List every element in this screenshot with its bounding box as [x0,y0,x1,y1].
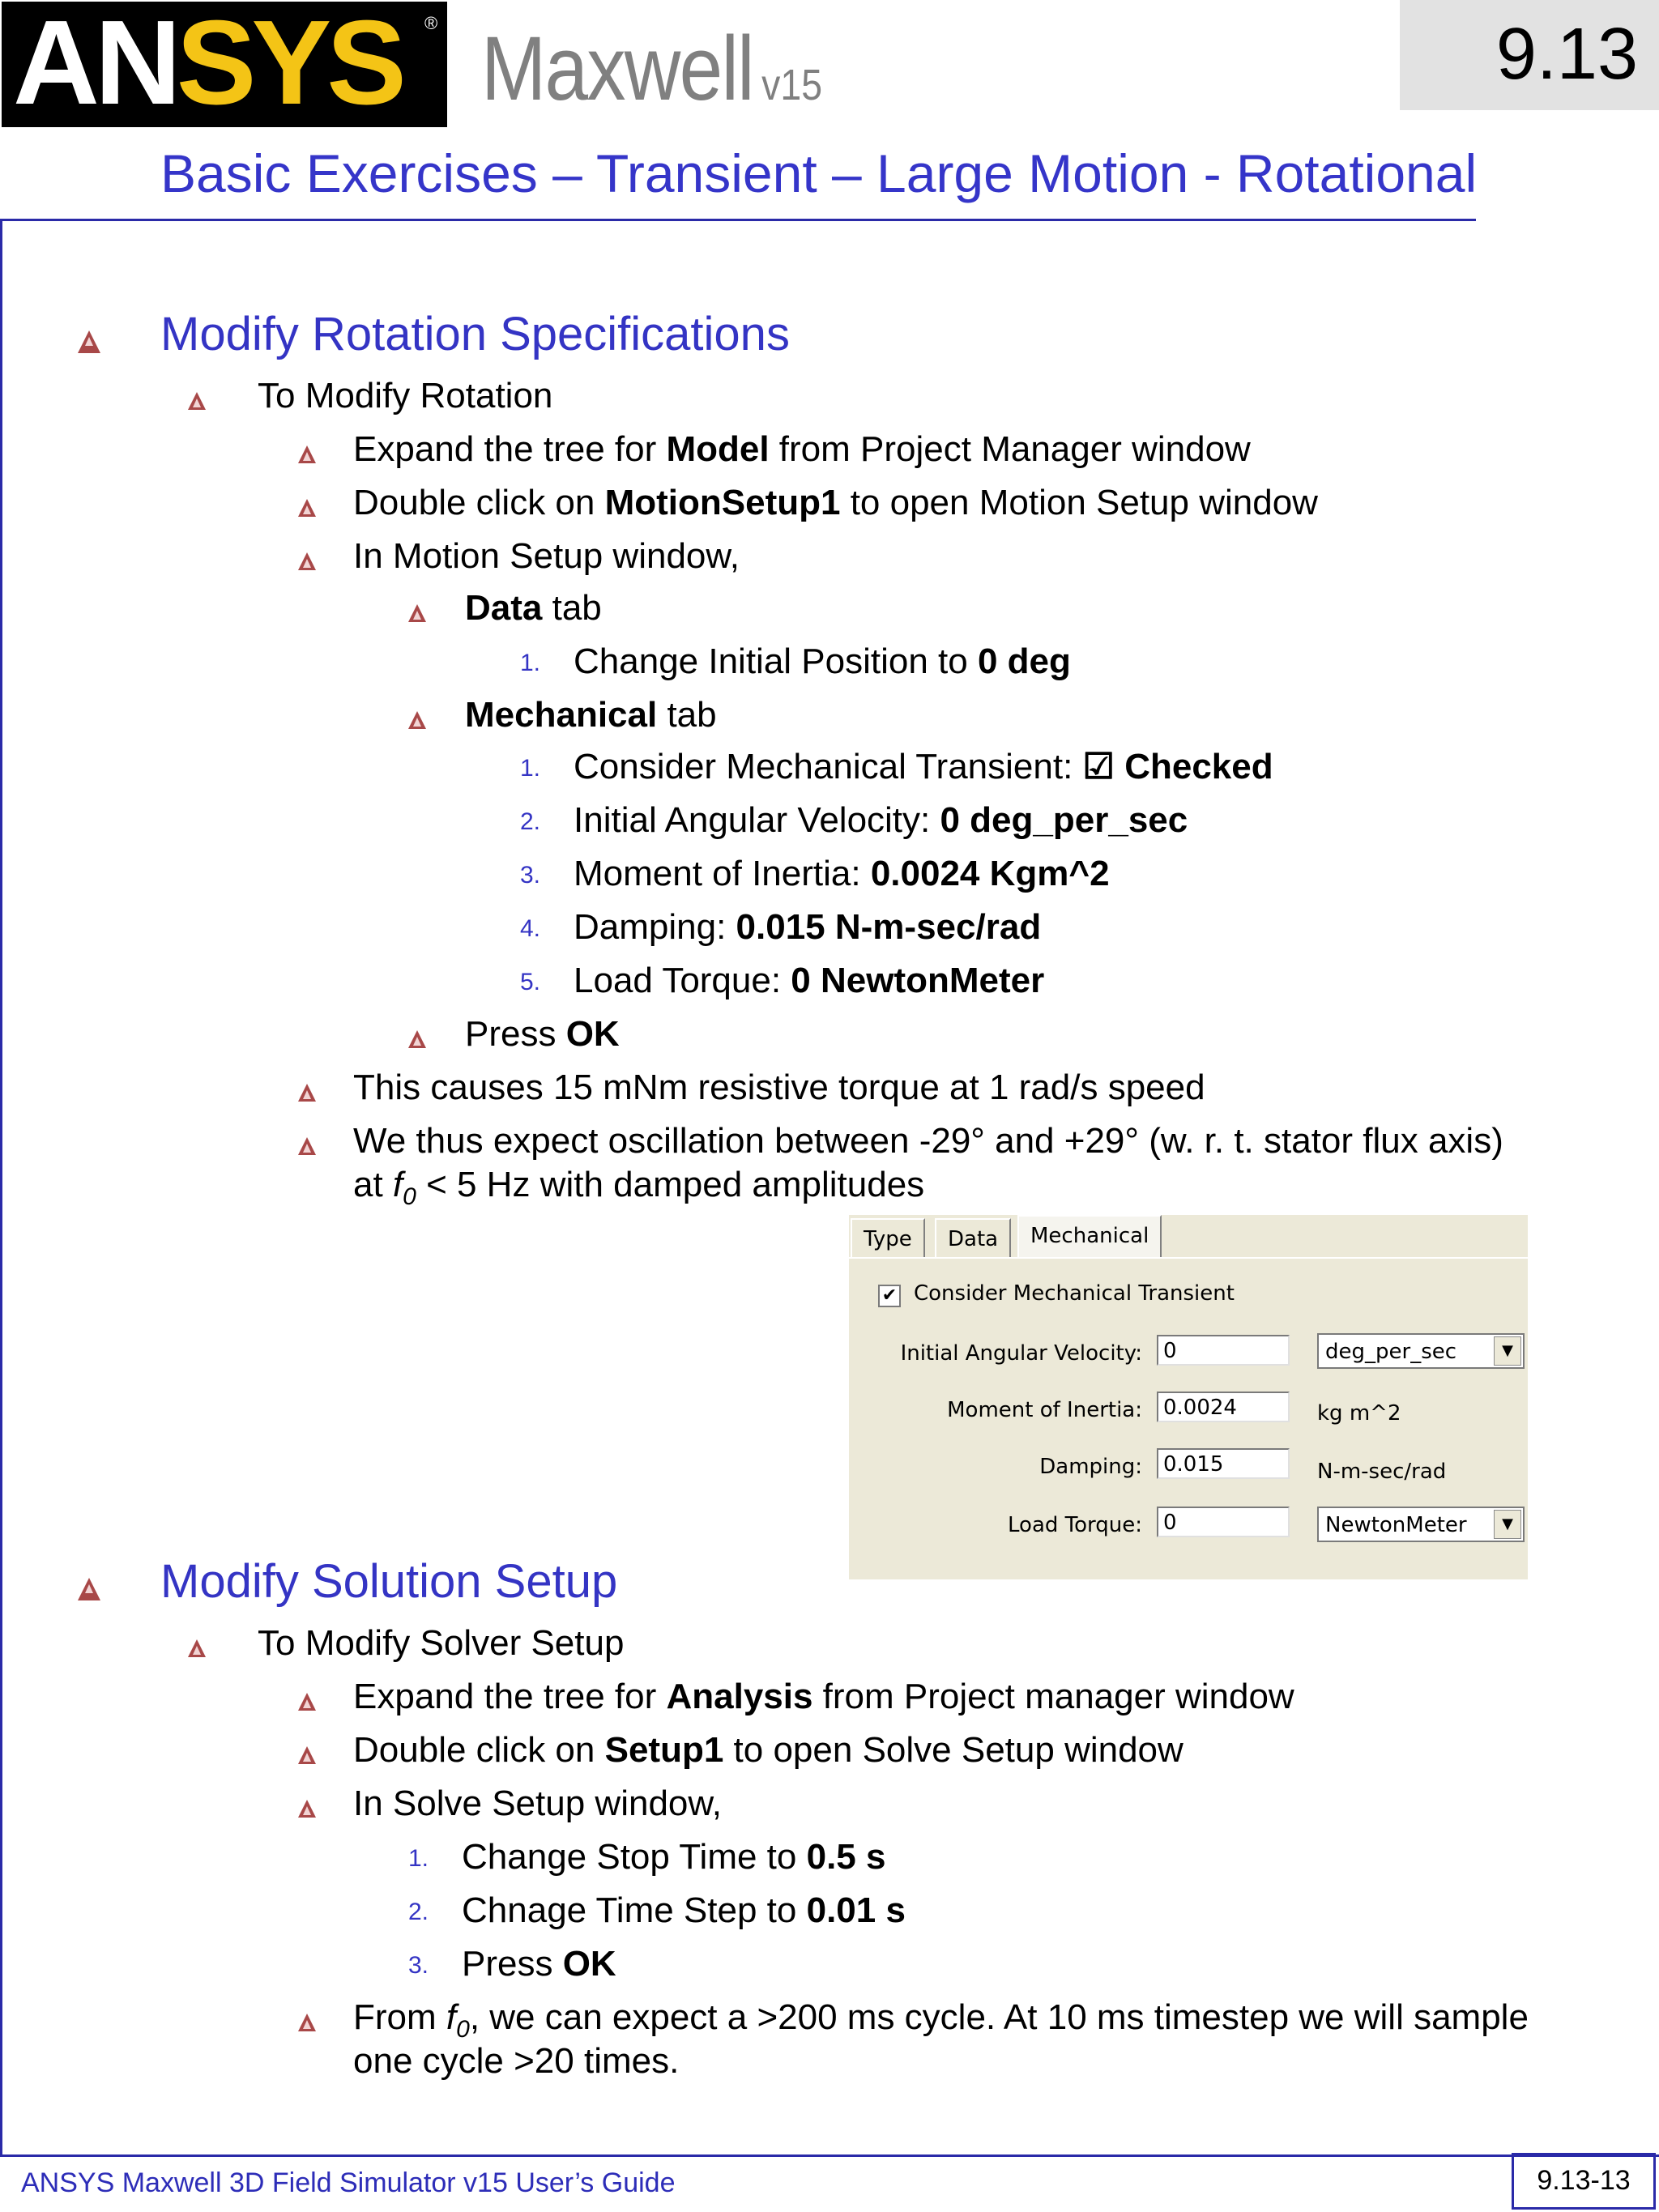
mech-item-4: 4. Damping: 0.015 N-m-sec/rad [520,907,1042,947]
bullet-icon [298,1137,316,1155]
load-torque-label: Load Torque: [1008,1513,1142,1537]
subheading-modify-solver: To Modify Solver Setup [258,1623,625,1663]
bullet-icon [298,499,316,517]
registered-mark: ® [424,13,438,33]
chevron-down-icon[interactable]: ▼ [1494,1336,1521,1366]
product-version: v15 [761,61,823,109]
angular-velocity-input[interactable]: 0 [1157,1335,1290,1366]
data-tab-item: Data tab [465,588,602,628]
bullet-icon [298,1800,316,1818]
subheading-modify-rotation: To Modify Rotation [258,376,553,416]
slide-title: Basic Exercises – Transient – Large Motion - Rotational [160,143,1478,203]
chapter-number: 9.13 [1495,14,1638,95]
angular-velocity-unit-select[interactable]: deg_per_sec ▼ [1317,1333,1525,1369]
inertia-input[interactable]: 0.0024 [1157,1392,1290,1422]
title-divider [0,219,1476,221]
solve-item-2: 2. Chnage Time Step to 0.01 s [408,1890,906,1930]
step-in-motion-setup: In Motion Setup window, [353,536,740,576]
bullet-icon [298,1084,316,1102]
bullet-icon [298,1693,316,1711]
bullet-icon [298,552,316,570]
tab-type[interactable]: Type [851,1218,925,1259]
consider-transient-checkbox[interactable]: ✔ [878,1285,901,1307]
bullet-icon [188,392,206,410]
inertia-unit: kg m^2 [1317,1401,1401,1426]
mech-item-5: 5. Load Torque: 0 NewtonMeter [520,961,1045,1000]
motion-setup-dialog [849,1215,1528,1579]
bullet-icon [78,1578,100,1600]
solve-item-3: 3. Press OK [408,1944,616,1984]
damping-input[interactable]: 0.015 [1157,1448,1290,1479]
note-cycle-line2: one cycle >20 times. [353,2041,680,2081]
bullet-icon [298,445,316,463]
chapter-badge [1400,0,1659,110]
bullet-icon [298,2014,316,2031]
mech-item-3: 3. Moment of Inertia: 0.0024 Kgm^2 [520,854,1110,893]
step-expand-model: Expand the tree for Model from Project Manager window [353,429,1251,469]
tab-mechanical[interactable]: Mechanical [1017,1215,1162,1259]
bullet-icon [408,711,426,729]
data-item-1: 1. Change Initial Position to 0 deg [520,641,1071,681]
left-border [0,219,2,2154]
mech-item-1: 1. Consider Mechanical Transient: ☑ Checked [520,747,1273,786]
tab-data[interactable]: Data [935,1218,1011,1259]
bullet-icon [408,604,426,622]
load-torque-unit-select[interactable]: NewtonMeter ▼ [1317,1507,1525,1542]
note-oscillation-line2: at $f_0 < 5$ Hz with damped amplitudes [353,1165,925,1210]
mechanical-tab-item: Mechanical tab [465,695,717,735]
bullet-icon [408,1030,426,1048]
solve-item-1: 1. Change Stop Time to 0.5 s [408,1837,886,1877]
note-cycle-line1: From $f_0$, we can expect a >200 ms cycle. At 10 ms timestep we will sample [353,1997,1529,2043]
section-heading-rotation: Modify Rotation Specifications [160,308,790,360]
bullet-icon [298,1746,316,1764]
section-heading-solution: Modify Solution Setup [160,1555,618,1608]
step-open-motion-setup: Double click on MotionSetup1 to open Motion Setup window [353,483,1318,522]
damping-label: Damping: [1039,1455,1142,1479]
footer-guide-title: ANSYS Maxwell 3D Field Simulator v15 User’s Guide [21,2167,676,2198]
press-ok-item: Press OK [465,1014,620,1054]
load-torque-input[interactable]: 0 [1157,1507,1290,1537]
bullet-icon [78,330,100,353]
page-number: 9.13-13 [1512,2153,1656,2210]
damping-unit: N-m-sec/rad [1317,1460,1447,1484]
angular-velocity-label: Initial Angular Velocity: [900,1341,1142,1366]
step-in-solve-setup: In Solve Setup window, [353,1784,722,1823]
note-resistive-torque: This causes 15 mNm resistive torque at 1 rad/s speed [353,1068,1205,1107]
product-name: Maxwell v15 [481,18,823,119]
ansys-logo [2,2,447,127]
consider-transient-label: Consider Mechanical Transient [914,1281,1235,1306]
bullet-icon [188,1639,206,1657]
step-open-solve-setup: Double click on Setup1 to open Solve Setup window [353,1730,1183,1770]
step-expand-analysis: Expand the tree for Analysis from Project manager window [353,1677,1294,1716]
logo-wordmark: ANSYS [13,2,402,127]
tab-strip-divider [849,1257,1528,1259]
chevron-down-icon[interactable]: ▼ [1494,1510,1521,1539]
note-oscillation-line1: We thus expect oscillation between -29° and +29° (w. r. t. stator flux axis) [353,1121,1503,1161]
mech-item-2: 2. Initial Angular Velocity: 0 deg_per_sec [520,800,1188,840]
footer-divider [0,2154,1659,2157]
inertia-label: Moment of Inertia: [947,1398,1142,1422]
